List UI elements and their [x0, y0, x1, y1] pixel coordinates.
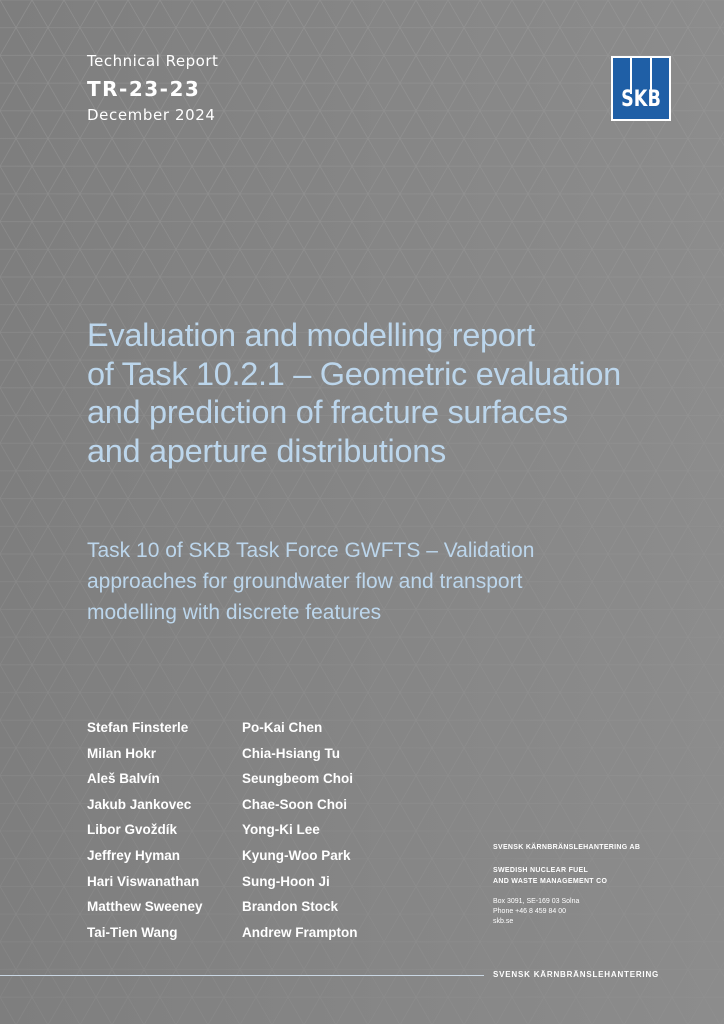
- author-name: Chae-Soon Choi: [242, 796, 347, 812]
- report-number: TR-23-23: [87, 77, 201, 101]
- address-line: Box 3091, SE-169 03 Solna: [493, 898, 580, 905]
- organization-info: [493, 844, 640, 927]
- subtitle-line: modelling with discrete features: [87, 601, 382, 624]
- author-name: Stefan Finsterle: [87, 720, 189, 735]
- title-line: and prediction of fracture surfaces: [87, 394, 568, 430]
- footer-text: SVENSK KÄRNBRÄNSLEHANTERING: [493, 970, 660, 979]
- skb-logo: [611, 56, 671, 121]
- author-name: Po-Kai Chen: [242, 720, 323, 735]
- report-type: Technical Report: [87, 52, 219, 70]
- author-name: Hari Viswanathan: [87, 873, 200, 889]
- footer-divider: [0, 975, 484, 976]
- author-name: Sung-Hoon Ji: [242, 873, 330, 889]
- author-name: Yong-Ki Lee: [242, 822, 320, 838]
- authors-column-2: [242, 718, 358, 948]
- org-name-swedish: SVENSK KÄRNBRÄNSLEHANTERING AB: [493, 844, 641, 851]
- authors-column-1: [87, 718, 203, 948]
- author-name: Milan Hokr: [87, 745, 157, 761]
- subtitle-line: approaches for groundwater flow and transport: [87, 570, 523, 593]
- author-name: Jakub Jankovec: [87, 796, 192, 812]
- org-name-english-line: SWEDISH NUCLEAR FUEL: [493, 867, 589, 874]
- title-line: of Task 10.2.1 – Geometric evaluation: [87, 355, 621, 392]
- subtitle: [87, 535, 647, 628]
- org-name-english-line: AND WASTE MANAGEMENT CO: [493, 878, 608, 885]
- author-name: Brandon Stock: [242, 899, 339, 915]
- author-name: Jeffrey Hyman: [87, 847, 181, 863]
- title-line: and aperture distributions: [87, 432, 446, 469]
- author-name: Chia-Hsiang Tu: [242, 745, 341, 761]
- author-name: Seungbeom Choi: [242, 771, 353, 787]
- logo-text: SKB: [621, 86, 661, 112]
- author-name: Matthew Sweeney: [87, 899, 203, 915]
- author-name: Tai-Tien Wang: [87, 924, 178, 940]
- author-name: Andrew Frampton: [242, 924, 358, 940]
- author-name: Libor Gvoždík: [87, 822, 178, 838]
- author-name: Kyung-Woo Park: [242, 847, 351, 863]
- report-date: December 2024: [87, 106, 216, 124]
- subtitle-line: Task 10 of SKB Task Force GWFTS – Validation: [87, 539, 535, 562]
- title-line: Evaluation and modelling report: [87, 317, 535, 353]
- org-name-english: [493, 865, 640, 887]
- main-title: [87, 316, 707, 470]
- author-name: Aleš Balvín: [87, 771, 160, 787]
- org-address: [493, 897, 640, 927]
- website-line: skb.se: [493, 918, 514, 925]
- phone-line: Phone +46 8 459 84 00: [493, 908, 566, 915]
